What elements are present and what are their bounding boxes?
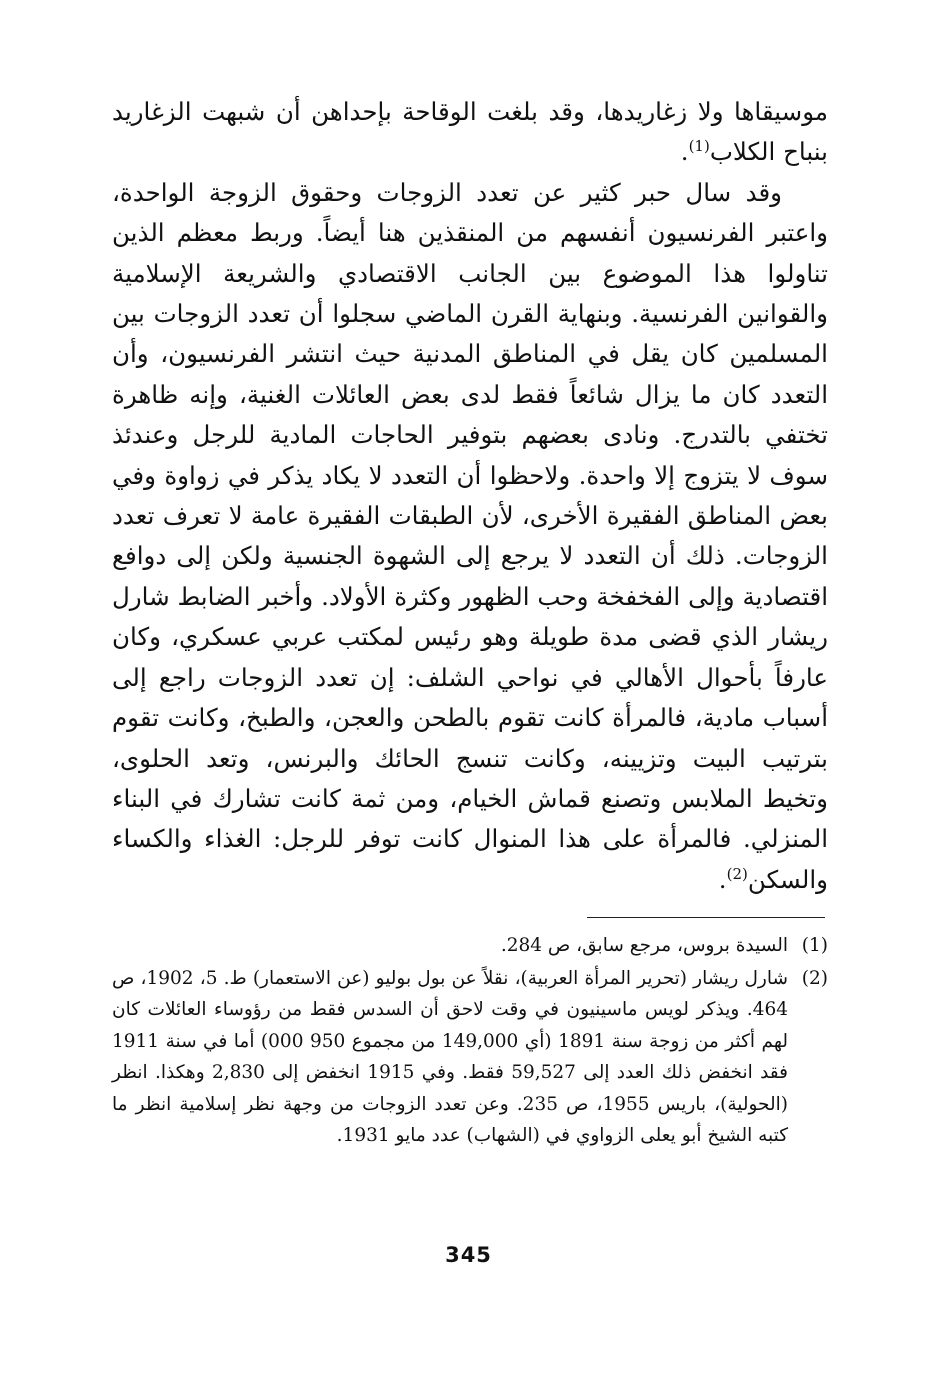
footnote-1 bbox=[112, 930, 828, 962]
footnote-separator bbox=[587, 917, 825, 918]
page-number: 345 bbox=[445, 1243, 492, 1267]
paragraph-1 bbox=[112, 92, 828, 173]
paragraph-1-text: موسيقاها ولا زغاريدها، وقد بلغت الوقاحة بإحداهن أن شبهت الزغاريد بنباح الكلاب bbox=[112, 97, 828, 167]
footnote-1-text: السيدة بروس، مرجع سابق، ص 284. bbox=[500, 935, 788, 956]
footnote-ref-2[interactable]: (2) bbox=[726, 864, 748, 883]
paragraph-2 bbox=[112, 173, 828, 900]
footnote-1-number: (1) bbox=[801, 935, 828, 956]
footnotes bbox=[112, 930, 828, 1153]
footnote-2-number: (2) bbox=[801, 967, 828, 989]
footnote-2-text: شارل ريشار (تحرير المرأة العربية)، نقلاً عن بول بوليو (عن الاستعمار) ط. 5، 1902، ص 464. ويذكر لويس ماسينيون في وقت لاحق أن السدس فقط من رؤوساء العائلات كان لهم أكثر من زوجة سنة 1891 (أي 149,000 من مجموع 950 000) أما في سنة 1911 فقد انخفض ذلك العدد إلى 59,527 فقط. وفي 1915 انخفض إلى 2,830 وهكذا. انظر (الحولية)، باريس 1955، ص 235. وعن تعدد الزوجات من وجهة نظر إسلامية انظر ما كتبه الشيخ أبو يعلى الزواوي في (الشهاب) عدد مايو 1931. bbox=[112, 967, 789, 1146]
paragraph-2-text: وقد سال حبر كثير عن تعدد الزوجات وحقوق الزوجة الواحدة، واعتبر الفرنسيون أنفسهم من المنقذين هنا أيضاً. وربط معظم الذين تناولوا هذا الموضوع بين الجانب الاقتصادي والشريعة الإسلامية والقوانين الفرنسية. وبنهاية القرن الماضي سجلوا أن تعدد الزوجات بين المسلمين كان يقل في المناطق المدنية حيث انتشر الفرنسيون، وأن التعدد كان ما يزال شائعاً فقط لدى بعض العائلات الغنية، وإنه ظاهرة تختفي بالتدرج. ونادى بعضهم بتوفير الحاجات المادية للرجل وعندئذ سوف لا يتزوج إلا واحدة. ولاحظوا أن التعدد لا يكاد يذكر في زواوة وفي بعض المناطق الفقيرة الأخرى، لأن الطبقات الفقيرة عامة لا تعرف تعدد الزوجات. ذلك أن التعدد لا يرجع إلى الشهوة الجنسية ولكن إلى دوافع اقتصادية وإلى الفخفخة وحب الظهور وكثرة الأولاد. وأخبر الضابط شارل ريشار الذي قضى مدة طويلة وهو رئيس لمكتب عربي عسكري، وكان عارفاً بأحوال الأهالي في نواحي الشلف: إن تعدد الزوجات راجع إلى أسباب مادية، فالمرأة كانت تقوم بالطحن والعجن، والطبخ، وكانت تقوم بترتيب البيت وتزيينه، وكانت تنسج الحائك والبرنس، وتعد الحلوى، وتخيط الملابس وتصنع قماش الخيام، ومن ثمة كانت تشارك في البناء المنزلي. فالمرأة على هذا المنوال كانت توفر للرجل: الغذاء والكساء والسكن bbox=[112, 177, 828, 894]
footnote-ref-1[interactable]: (1) bbox=[688, 137, 710, 156]
paragraph-2-tail: . bbox=[718, 864, 727, 894]
paragraph-1-tail: . bbox=[680, 137, 689, 167]
main-text bbox=[112, 92, 828, 900]
footnote-2 bbox=[112, 963, 828, 1152]
